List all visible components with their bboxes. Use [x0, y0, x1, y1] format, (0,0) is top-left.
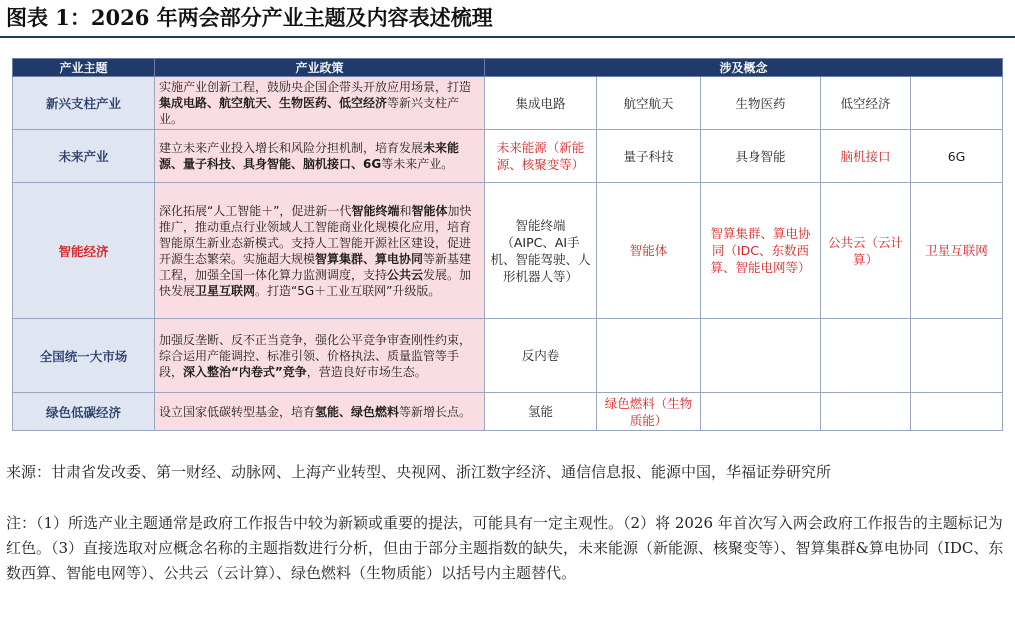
concept-cell: 生物医药	[701, 77, 821, 130]
policy-cell: 实施产业创新工程，鼓励央企国企带头开放应用场景，打造集成电路、航空航天、生物医药、低空经济等新兴支柱产业。	[155, 77, 485, 130]
concept-cell: 集成电路	[485, 77, 597, 130]
concept-cell: 智能终端（AIPC、AI手机、智能驾驶、人形机器人等）	[485, 183, 597, 319]
concept-cell	[911, 77, 1003, 130]
concept-cell: 低空经济	[821, 77, 911, 130]
concept-cell: 航空航天	[597, 77, 701, 130]
policy-cell: 加强反垄断、反不正当竞争，强化公平竞争审查刚性约束，综合运用产能调控、标准引领、价格执法、质量监管等手段，深入整治“内卷式”竞争，营造良好市场生态。	[155, 319, 485, 393]
header-concepts: 涉及概念	[485, 59, 1003, 77]
concept-cell: 6G	[911, 130, 1003, 183]
concept-cell: 未来能源（新能源、核聚变等）	[485, 130, 597, 183]
policy-cell: 建立未来产业投入增长和风险分担机制，培育发展未来能源、量子科技、具身智能、脑机接口、6G等未来产业。	[155, 130, 485, 183]
concept-cell: 具身智能	[701, 130, 821, 183]
concept-cell: 公共云（云计算）	[821, 183, 911, 319]
header-policy: 产业政策	[155, 59, 485, 77]
theme-cell: 新兴支柱产业	[13, 77, 155, 130]
concept-cell: 反内卷	[485, 319, 597, 393]
table-row	[13, 319, 1003, 393]
concept-cell	[701, 393, 821, 431]
concept-cell: 智算集群、算电协同（IDC、东数西算、智能电网等）	[701, 183, 821, 319]
concept-cell	[911, 319, 1003, 393]
table-row	[13, 183, 1003, 319]
concept-cell: 智能体	[597, 183, 701, 319]
source-note: 来源：甘肃省发改委、第一财经、动脉网、上海产业转型、央视网、浙江数字经济、通信信息报、能源中国，华福证券研究所	[6, 463, 832, 481]
title-divider	[0, 36, 1015, 38]
concept-cell: 卫星互联网	[911, 183, 1003, 319]
theme-cell: 全国统一大市场	[13, 319, 155, 393]
concept-cell	[821, 319, 911, 393]
table-row	[13, 77, 1003, 130]
theme-cell: 智能经济	[13, 183, 155, 319]
policy-cell: 深化拓展“人工智能＋”，促进新一代智能终端和智能体加快推广，推动重点行业领域人工智能商业化规模化应用，培育智能原生新业态新模式。支持人工智能开源社区建设，促进开源生态繁荣。实施超大规模智算集群、算电协同等新基建工程，加强全国一体化算力监测调度，支持公共云发展。加快发展卫星互联网。打造“5G＋工业互联网”升级版。	[155, 183, 485, 319]
policy-cell: 设立国家低碳转型基金，培育氢能、绿色燃料等新增长点。	[155, 393, 485, 431]
concept-cell	[911, 393, 1003, 431]
concept-cell	[597, 319, 701, 393]
concept-cell	[701, 319, 821, 393]
table-row	[13, 393, 1003, 431]
table-header-row	[13, 59, 1003, 77]
industry-theme-table	[12, 58, 1003, 431]
table-row	[13, 130, 1003, 183]
header-theme: 产业主题	[13, 59, 155, 77]
concept-cell: 量子科技	[597, 130, 701, 183]
concept-cell: 绿色燃料（生物质能）	[597, 393, 701, 431]
figure-title: 图表 1：2026 年两会部分产业主题及内容表述梳理	[6, 5, 493, 30]
theme-cell: 绿色低碳经济	[13, 393, 155, 431]
concept-cell: 氢能	[485, 393, 597, 431]
theme-cell: 未来产业	[13, 130, 155, 183]
footnote: 注：（1）所选产业主题通常是政府工作报告中较为新颖或重要的提法，可能具有一定主观性。（2）将 2026 年首次写入两会政府工作报告的主题标记为红色。（3）直接选取对应概念名称的主题指数进行分析，但由于部分主题指数的缺失，未来能源（新能源、核聚变等）、智算集群&算电协同（IDC、东数西算、智能电网等）、公共云（云计算）、绿色燃料（生物质能）以括号内主题替代。	[6, 514, 1004, 582]
concept-cell: 脑机接口	[821, 130, 911, 183]
concept-cell	[821, 393, 911, 431]
